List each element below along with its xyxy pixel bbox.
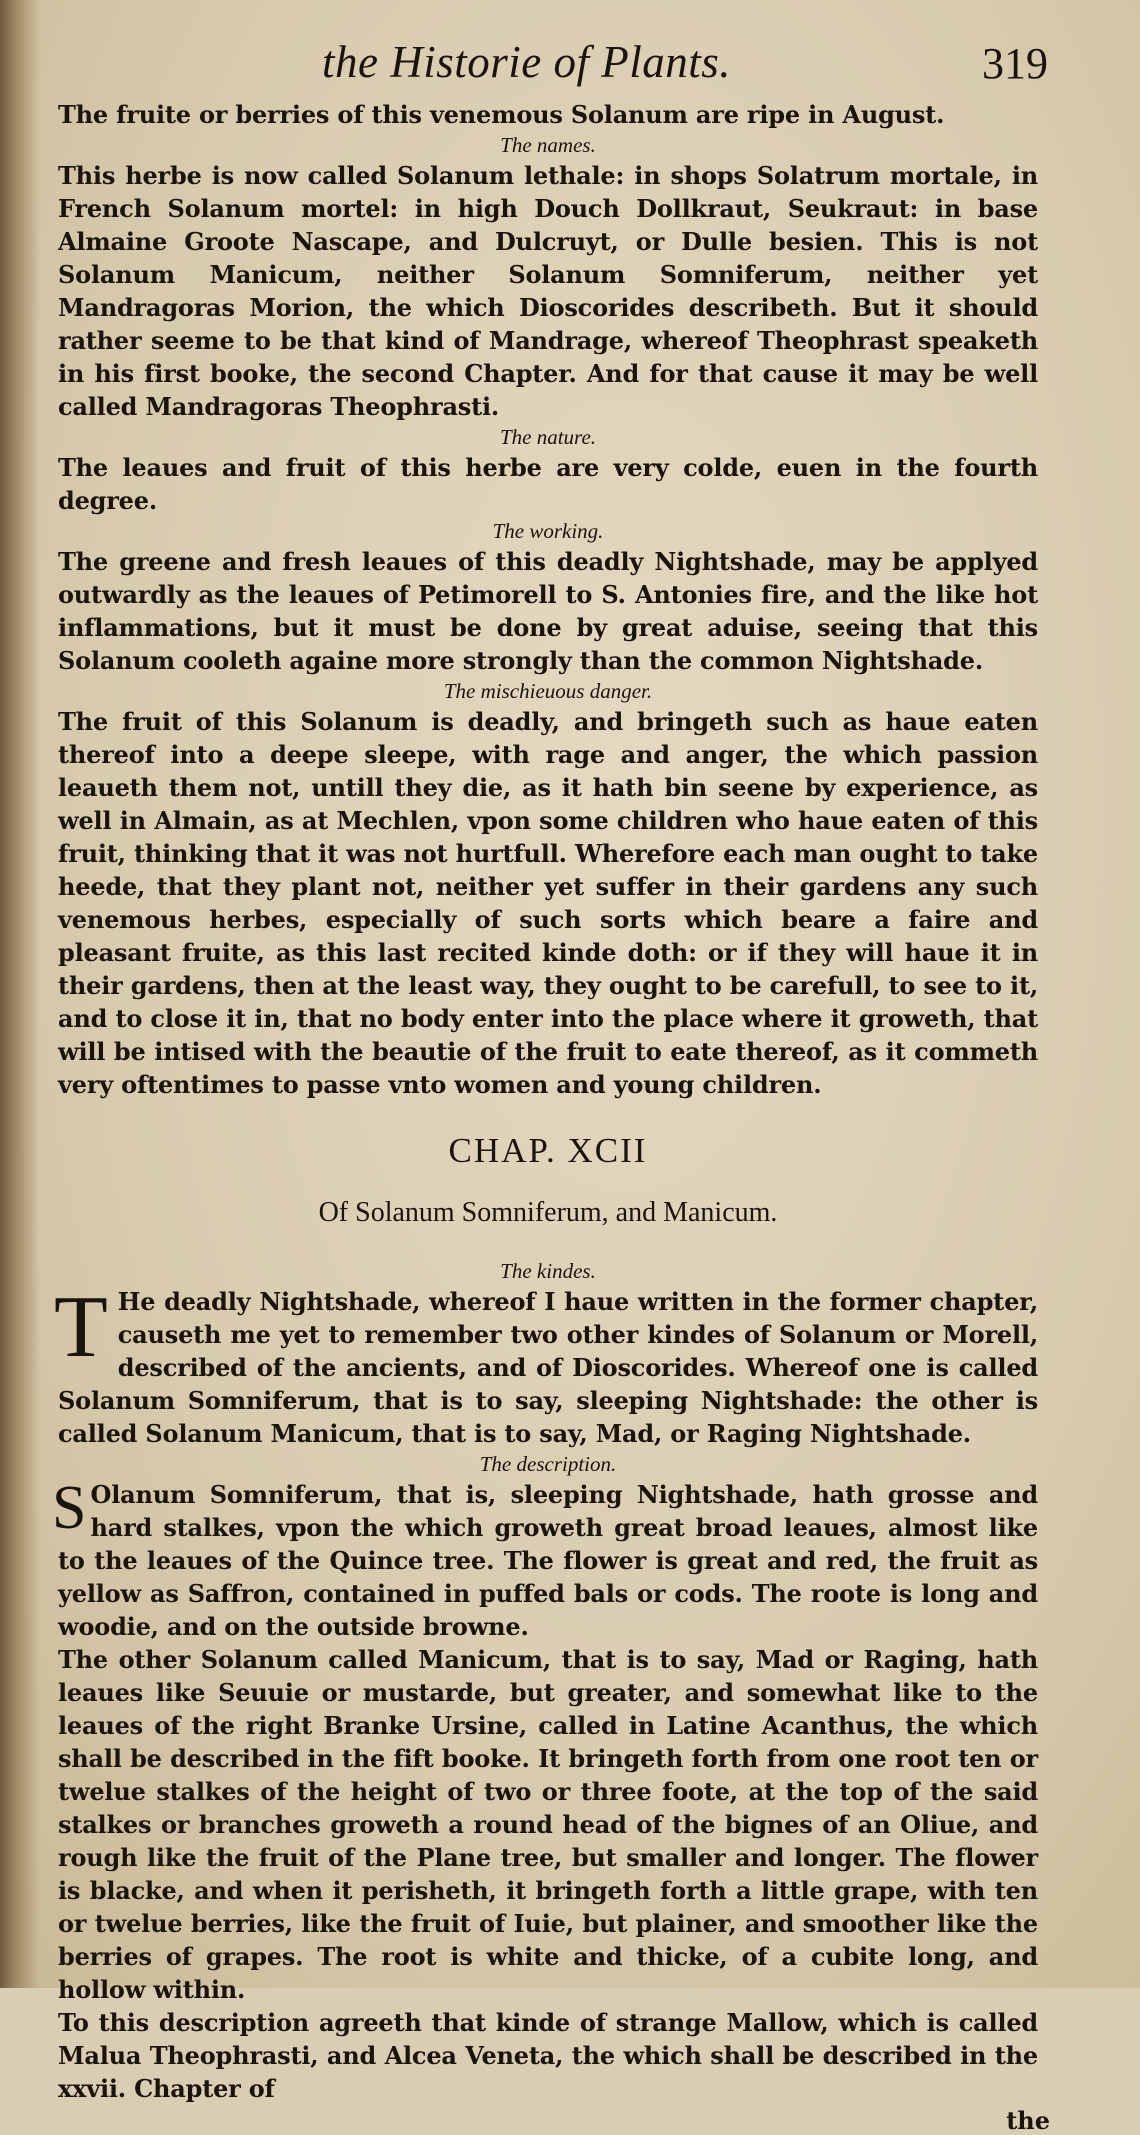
paragraph-kindes-block bbox=[54, 1279, 1038, 1450]
catchword: the bbox=[1006, 2106, 1050, 2135]
text-column bbox=[52, 36, 1050, 2135]
paragraph-nature: The leaues and fruit of this herbe are very colde, euen in the fourth degree. bbox=[58, 453, 1038, 515]
heading-working: The working. bbox=[492, 519, 604, 543]
heading-kindes: The kindes. bbox=[500, 1259, 596, 1283]
paragraph-kindes: He deadly Nightshade, whereof I haue written in the former chapter, causeth me yet to remember two other kindes of Solanum or Morell, described of the ancients, and of Dioscorides. Whereof one is called Solanum Somniferum, that is to say, sleeping Nightshade: the other is called Solanum Manicum, that is to say, Mad, or Raging Nightshade. bbox=[58, 1287, 1038, 1448]
paragraph-working: The greene and fresh leaues of this deadly Nightshade, may be applyed outwardly as the leaues of Petimorell to S. Antonies fire, and the like hot inflammations, but it must be done by great aduise, seeing that this Solanum cooleth againe more strongly than the common Nightshade. bbox=[58, 547, 1038, 675]
paragraph-description-block bbox=[52, 1474, 1038, 1643]
gutter-shadow bbox=[0, 0, 40, 1988]
paragraph-names: This herbe is now called Solanum lethale: in shops Solatrum mortale, in French Solanum mortel: in high Douch Dollkraut, Seukraut: in base Almaine Groote Nascape, and Dulcruyt, or Dulle besien. This is not Solanum Manicum, neither Solanum Somniferum, neither yet Mandragoras Morion, the which Dioscorides describeth. But it should rather seeme to be that kind of Mandrage, whereof Theophrast speaketh in his first booke, the second Chapter. And for that cause it may be well called Mandragoras Theophrasti. bbox=[58, 161, 1038, 421]
chapter-title: Of Solanum Somniferum, and Manicum. bbox=[318, 1197, 778, 1228]
chapter-number: CHAP. XCII bbox=[448, 1131, 648, 1170]
running-head bbox=[58, 36, 1048, 98]
paragraph-ripe: The fruite or berries of this venemous Solanum are ripe in August. bbox=[58, 100, 945, 129]
paragraph-description-3-block bbox=[58, 2006, 1050, 2135]
paragraph-danger: The fruit of this Solanum is deadly, and bringeth such as haue eaten thereof into a deepe sleepe, with rage and anger, the which passion leaueth them not, untill they die, as it hath bin seene by experience, as well in Almain, as at Mechlen, vpon some children who haue eaten of this fruit, thinking that it was not hurtfull. Wherefore each man ought to take heede, that they plant not, neither yet suffer in their gardens any such venemous herbes, especially of such sorts which beare a faire and pleasant fruite, as this last recited kinde doth: or if they will haue it in their gardens, then at the least way, they ought to be carefull, to see to it, and to close it in, that no body enter into the place where it groweth, that will be intised with the beautie of the fruit to eate thereof, as it commeth very oftentimes to passe vnto women and young children. bbox=[58, 707, 1038, 1099]
heading-description: The description. bbox=[479, 1452, 617, 1476]
page-number: 319 bbox=[982, 39, 1048, 88]
drop-cap-t: T bbox=[54, 1279, 108, 1376]
drop-cap-s: S bbox=[52, 1474, 87, 1542]
heading-nature: The nature. bbox=[499, 425, 597, 449]
paragraph-description-1: Olanum Somniferum, that is, sleeping Nightshade, hath grosse and hard stalkes, vpon the which groweth great broad leaues, almost like to the leaues of the Quince tree. The flower is great and red, the fruit as yellow as Saffron, contained in puffed bals or cods. The roote is long and woodie, and on the outside browne. bbox=[58, 1480, 1038, 1641]
heading-danger: The mischieuous danger. bbox=[443, 679, 653, 703]
heading-names: The names. bbox=[500, 133, 596, 157]
paragraph-description-3: To this description agreeth that kinde of strange Mallow, which is called Malua Theophrasti, and Alcea Veneta, the which shall be described in the xxvii. Chapter of bbox=[58, 2008, 1038, 2103]
paragraph-description-2: The other Solanum called Manicum, that is to say, Mad or Raging, hath leaues like Seuuie or mustarde, but greater, and somewhat like to the leaues of the right Branke Ursine, called in Latine Acanthus, the which shall be described in the fift booke. It bringeth forth from one root ten or twelue stalkes of the height of two or three foote, at the top of the said stalkes or branches groweth a round head of the bignes of an Oliue, and rough like the fruit of the Plane tree, but smaller and longer. The flower is blacke, and when it perisheth, it bringeth forth a little grape, with ten or twelue berries, like the fruit of Iuie, but plainer, and smoother like the berries of grapes. The root is white and thicke, of a cubite long, and hollow within. bbox=[58, 1645, 1038, 2004]
running-title: the Historie of Plants. bbox=[322, 37, 731, 87]
